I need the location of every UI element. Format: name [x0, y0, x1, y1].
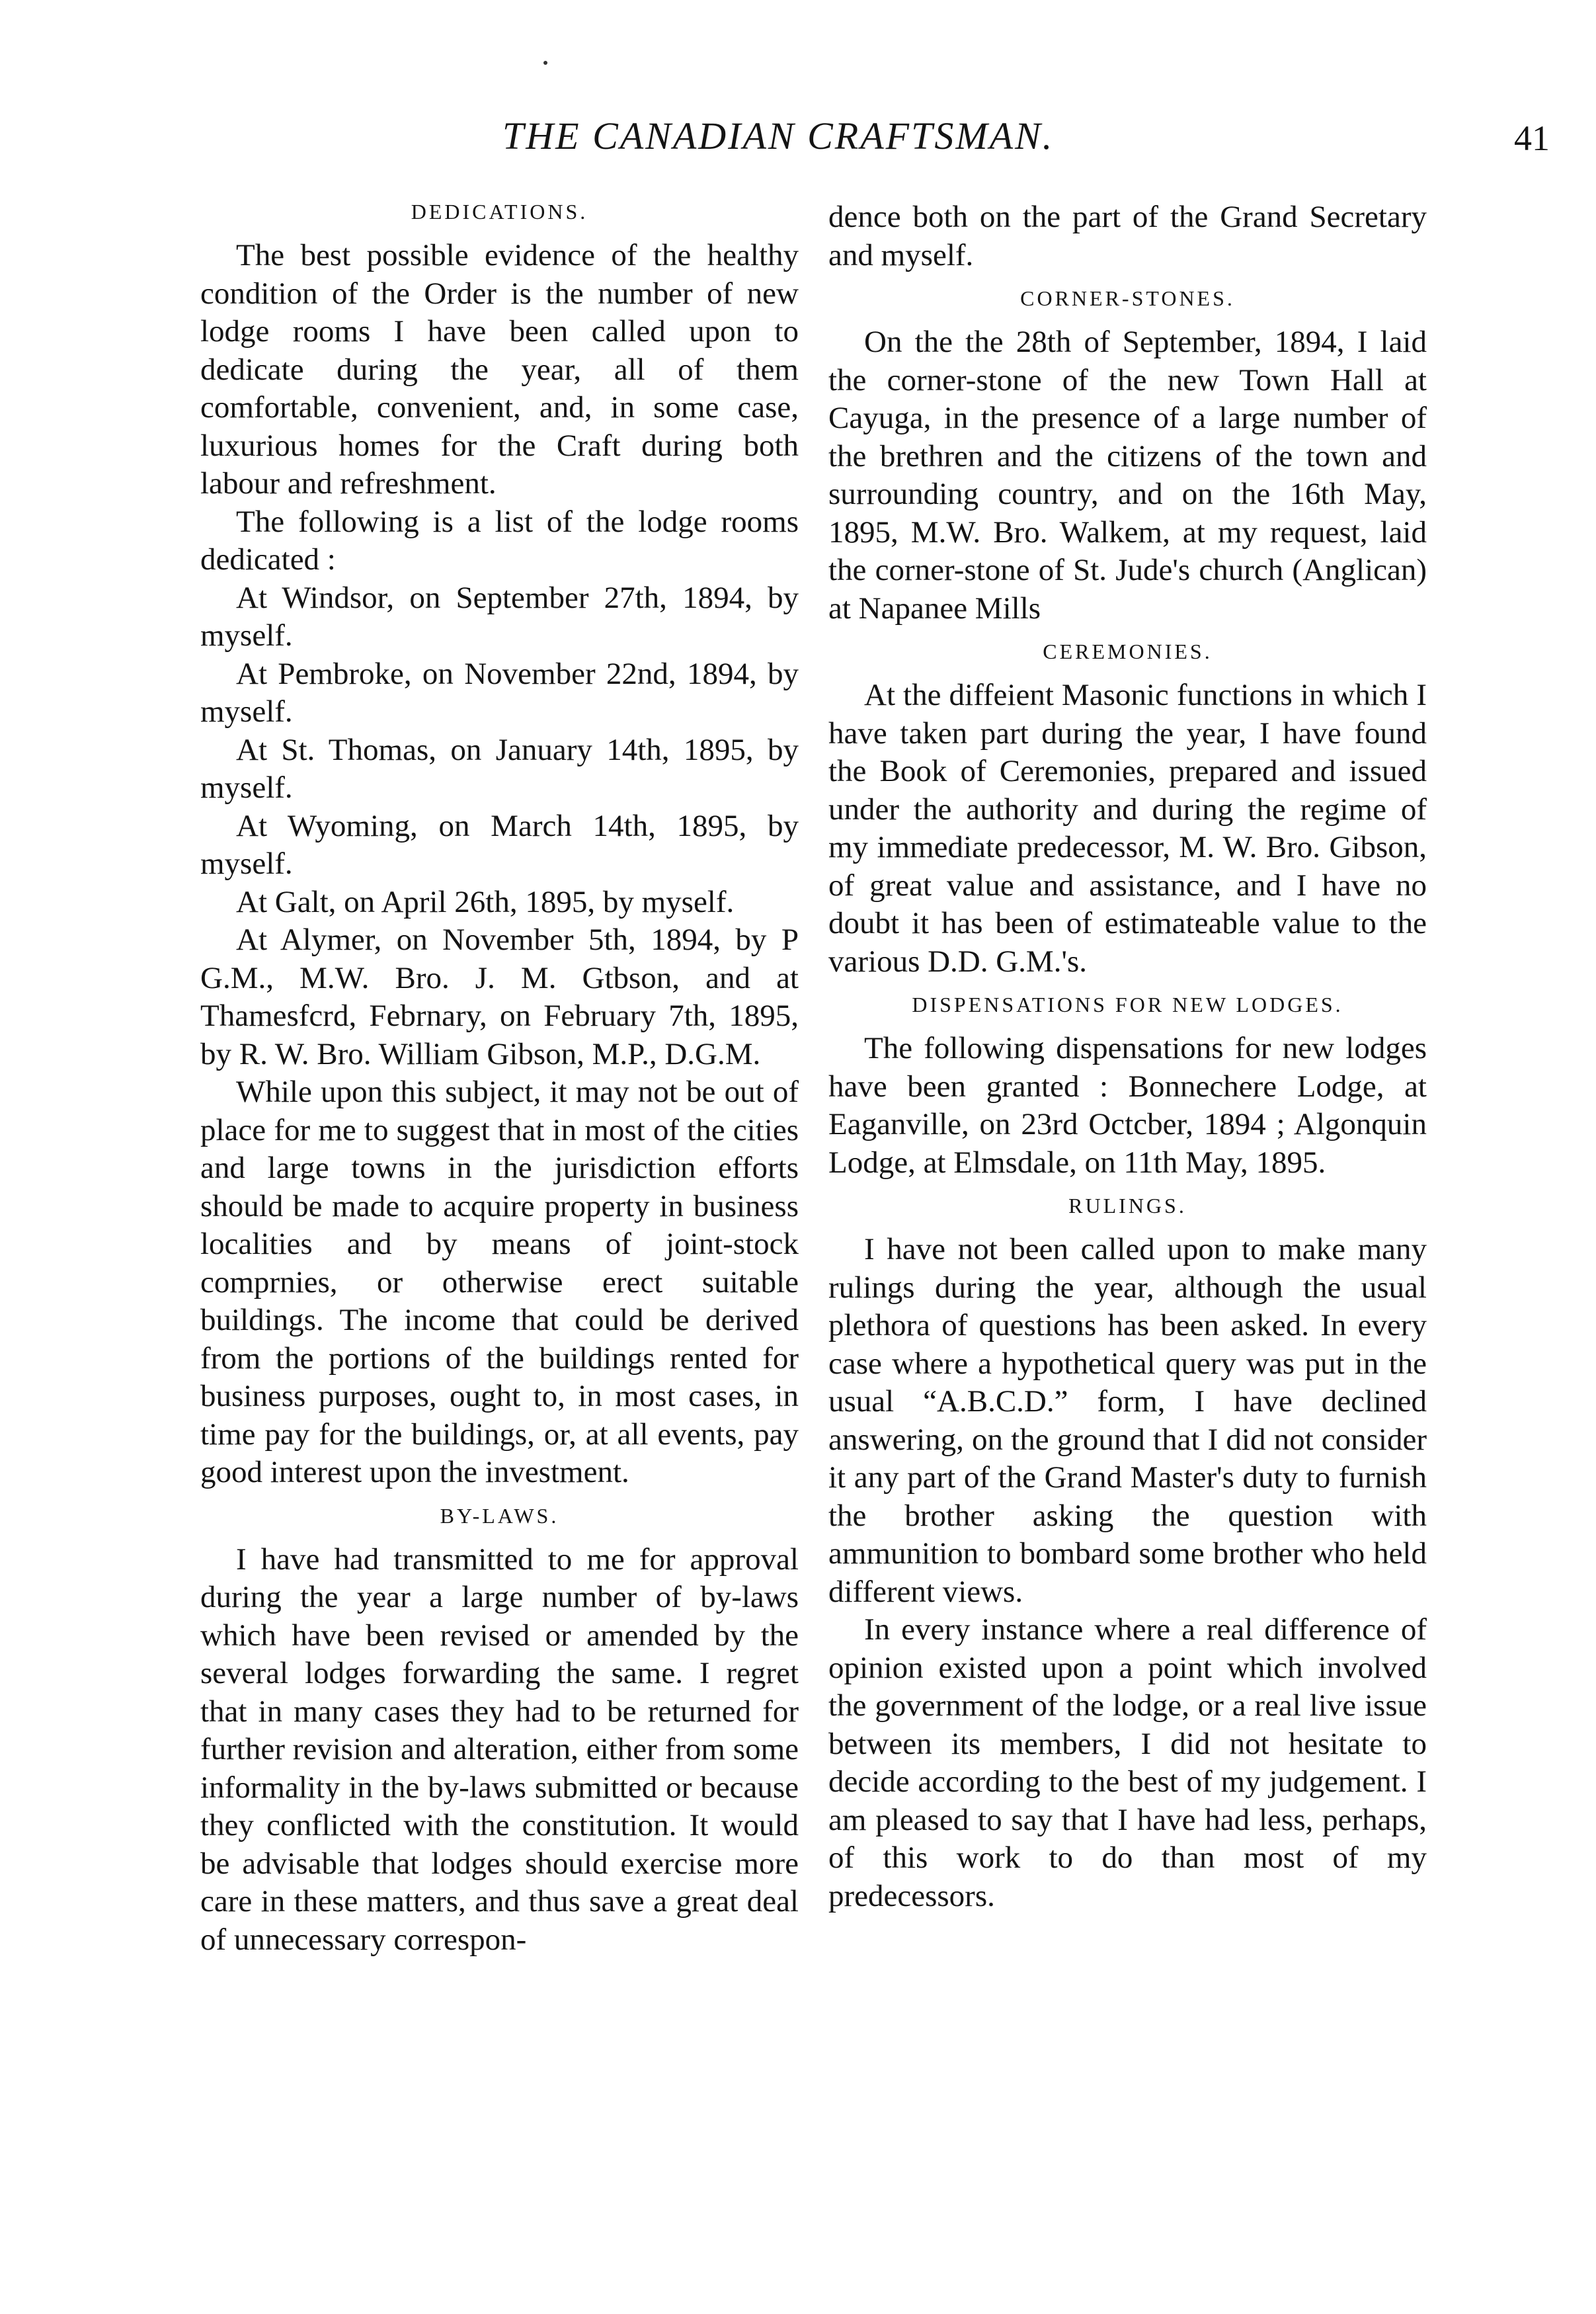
- dedications-paragraph-2: The following is a list of the lodge rooms dedicated :: [200, 504, 799, 577]
- dedication-list-item: At Wyoming, on March 14th, 1895, by myself.: [200, 808, 799, 881]
- dedication-list-item: At Alymer, on November 5th, 1894, by P G.M., M.W. Bro. J. M. Gtbson, and at Thamesfcrd, Febrnary, on February 7th, 1895, by R. W. Bro. William Gibson, M.P., D.G.M.: [200, 923, 799, 1071]
- dedication-list-item: At Galt, on April 26th, 1895, by myself.: [236, 884, 735, 919]
- bylaws-paragraph-1: I have had transmitted to me for approval during the year a large number of by-laws which have been revised or amended by the several lodges forwarding the same. I regret that in many cases they had to be returned for further revision and alteration, either from some informality in the by-laws submitted or because they conflicted with the constitution. It would be advisable that lodges should exercise more care in these matters, and thus save a great deal of unnecessary correspon-: [200, 1542, 799, 1957]
- section-heading-bylaws: BY-LAWS.: [440, 1503, 559, 1528]
- section-heading-dispensations: DISPENSATIONS FOR NEW LODGES.: [912, 993, 1343, 1016]
- running-title: THE CANADIAN CRAFTSMAN.: [502, 114, 1055, 157]
- bylaws-continuation: dence both on the part of the Grand Secretary and myself.: [828, 200, 1427, 272]
- page-header: [0, 114, 1596, 167]
- section-heading-ceremonies: CEREMONIES.: [1043, 640, 1213, 663]
- left-column: [200, 198, 799, 1959]
- page-number: 41: [1514, 118, 1550, 158]
- right-column: [828, 198, 1427, 1915]
- section-heading-cornerstones: CORNER-STONES.: [1020, 286, 1235, 310]
- rulings-paragraph-2: In every instance where a real difference of opinion existed upon a point which involved the government of the lodge, or a real live issue between its members, I did not hesitate to decide according to the best of my judgement. I am pleased to say that I have had less, perhaps, of this work to do than most of my predecessors.: [828, 1612, 1427, 1913]
- cornerstones-paragraph-1: On the the 28th of September, 1894, I laid the corner-stone of the new Town Hall at Cayuga, in the presence of a large number of the brethren and the citizens of the town and surrounding country, and on the 16th May, 1895, M.W. Bro. Walkem, at my request, laid the corner-stone of St. Jude's church (Anglican) at Napanee Mills: [828, 325, 1427, 626]
- dedication-list-item: At Pembroke, on November 22nd, 1894, by myself.: [200, 656, 799, 729]
- dedications-paragraph-3: While upon this subject, it may not be out of place for me to suggest that in most of the cities and large towns in the jurisdiction efforts should be made to acquire property in business localities and by means of joint-stock comprnies, or otherwise erect suitable buildings. The income that could be derived from the portions of the buildings rented for business purposes, ought to, in most cases, in time pay for the buildings, or, at all events, pay good interest upon the investment.: [200, 1075, 799, 1489]
- section-heading-dedications: DEDICATIONS.: [411, 200, 588, 224]
- dedication-list-item: At St. Thomas, on January 14th, 1895, by myself.: [200, 732, 799, 805]
- rulings-paragraph-1: I have not been called upon to make many rulings during the year, although the usual plethora of questions has been asked. In every case where a hypothetical query was put in the usual “A.B.C.D.” form, I have declined answering, on the ground that I did not consider it any part of the Grand Master's duty to furnish the brother asking the question with ammunition to bombard some brother who held different views.: [828, 1232, 1427, 1609]
- ceremonies-paragraph-1: At the diffeient Masonic functions in which I have taken part during the year, I have found the Book of Ceremonies, prepared and issued under the authority and during the regime of my immediate predecessor, M. W. Bro. Gibson, of great value and assistance, and I have no doubt it has been of estimateable value to the various D.D. G.M.'s.: [828, 678, 1427, 979]
- dispensations-paragraph-1: The following dispensations for new lodges have been granted : Bonnechere Lodge, at Eaganville, on 23rd Octcber, 1894 ; Algonquin Lodge, at Elmsdale, on 11th May, 1895.: [828, 1031, 1427, 1180]
- dedication-list-item: At Windsor, on September 27th, 1894, by myself.: [200, 580, 799, 653]
- section-heading-rulings: RULINGS.: [1068, 1194, 1187, 1218]
- dedications-paragraph-1: The best possible evidence of the healthy condition of the Order is the number of new lodge rooms I have been called upon to dedicate during the year, all of them comfortable, convenient, and, in some case, luxurious homes for the Craft during both labour and refreshment.: [200, 238, 799, 501]
- printing-speck: [543, 61, 547, 65]
